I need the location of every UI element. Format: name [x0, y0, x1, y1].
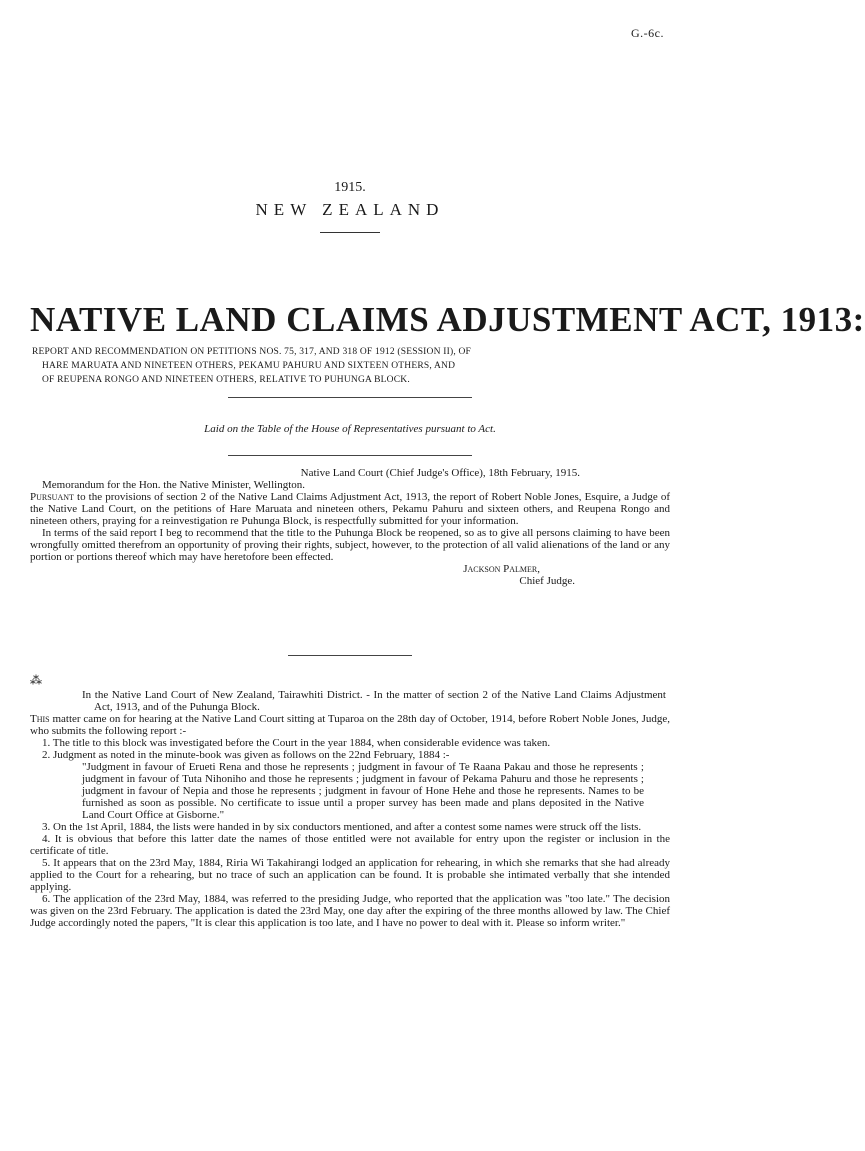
report-paragraph: 3. On the 1st April, 1884, the lists were handed in by six conductors mentioned, and after a contest some names were struck off the lists. — [42, 821, 642, 833]
report-paragraph: 1. The title to this block was investigated before the Court in the year 1884, when considerable evidence was taken. — [42, 737, 551, 749]
report-title — [32, 345, 672, 387]
report-title-line: REPORT AND RECOMMENDATION ON PETITIONS NOS. 75, 317, AND 318 OF 1912 (SESSION II), OF — [32, 347, 472, 357]
act-title: NATIVE LAND CLAIMS ADJUSTMENT ACT, 1913: — [30, 300, 865, 339]
year: 1915. — [334, 180, 366, 195]
report-intro-text: matter came on for hearing at the Native Land Court sitting at Tuparoa on the 28th day of October, 1914, before Robert Noble Jones, Judge, who submits the following report :- — [30, 713, 670, 737]
divider — [288, 655, 412, 656]
report-paragraph: 5. It appears that on the 23rd May, 1884, Riria Wi Takahirangi lodged an application for rehearing, in which she remarks that she had already applied to the Court for a rehearing, but no trace of such an application can be found. It is probable she intimated verbally that she intended applying. — [30, 857, 670, 893]
country-heading: NEW ZEALAND — [255, 200, 445, 219]
memo-paragraph — [30, 491, 670, 527]
memo-paragraph: In terms of the said report I beg to recommend that the title to the Puhunga Block be reopened, so as to give all persons claiming to have been wrongfully omitted therefrom an opportunity of proving their rights, subject, however, to the protection of all valid alienations of the land or any portion or portions thereof which may have heretofore been effected. — [30, 527, 670, 563]
report-title-line: OF REUPENA RONGO AND NINETEEN OTHERS, RELATIVE TO PUHUNGA BLOCK. — [42, 375, 410, 385]
lead-word: This — [30, 713, 50, 725]
memo-paragraph-text: to the provisions of section 2 of the Native Land Claims Adjustment Act, 1913, the report of Robert Noble Jones, Esquire, a Judge of the Native Land Court, on the petitions of Hare Maruata and nineteen others, Pekamu Pahuru and sixteen others, and Reupena Rongo and nineteen others, praying for a reinvestigation re Puhunga Block, is respectfully submitted for your information. — [30, 491, 671, 527]
report-title-line: HARE MARUATA AND NINETEEN OTHERS, PEKAMU PAHURU AND SIXTEEN OTHERS, AND — [42, 361, 456, 371]
judgment-quote: "Judgment in favour of Erueti Rena and those he represents ; judgment in favour of Te Raana Pakau and those he represents ; judgment in favour of Tuta Nihoniho and those he represents ; judgment in favour of Pekama Pahuru and those he represents ; judgment in favour of Nepia and those he represents ; judgment in favour of Hone Hehe and those he represents. Names to be furnished as soon as possible. No certificate to issue until a proper survey has been made and plans deposited in the Native Land Court Office at Gisborne." — [82, 761, 644, 821]
memorandum — [30, 467, 670, 587]
report-intro — [30, 713, 670, 737]
asterism-mark: ⁂ — [30, 673, 42, 687]
signature: Jackson Palmer, — [463, 563, 540, 575]
report-paragraph: 4. It is obvious that before this latter date the names of those entitled were not available for entry upon the register or inclusion in the certificate of title. — [30, 833, 670, 857]
memo-address: Memorandum for the Hon. the Native Minister, Wellington. — [42, 479, 306, 491]
report-paragraph: 2. Judgment as noted in the minute-book was given as follows on the 22nd February, 1884 :- — [42, 749, 450, 761]
report-heading: In the Native Land Court of New Zealand, Tairawhiti District. - In the matter of section 2 of the Native Land Claims Adjustment Act, 1913, and of the Puhunga Block. — [82, 689, 666, 713]
dateline: Native Land Court (Chief Judge's Office), 18th February, 1915. — [300, 467, 580, 479]
report-paragraph: 6. The application of the 23rd May, 1884, was referred to the presiding Judge, who reported that the application was "too late." The decision was given on the 23rd February. The application is dated the 23rd May, one day after the expiring of the three months allowed by law. The Chief Judge accordingly noted the papers, "It is clear this application is too late, and I have no power to deal with it. Please so inform writer." — [30, 893, 670, 929]
lead-word: Pursuant — [30, 491, 74, 503]
court-report — [30, 689, 670, 929]
divider — [228, 455, 472, 456]
signature-title: Chief Judge. — [519, 575, 575, 587]
divider — [320, 232, 380, 233]
laid-on-table-note: Laid on the Table of the House of Representatives pursuant to Act. — [204, 423, 496, 435]
divider — [228, 397, 472, 398]
page-reference: G.-6c. — [631, 26, 664, 40]
